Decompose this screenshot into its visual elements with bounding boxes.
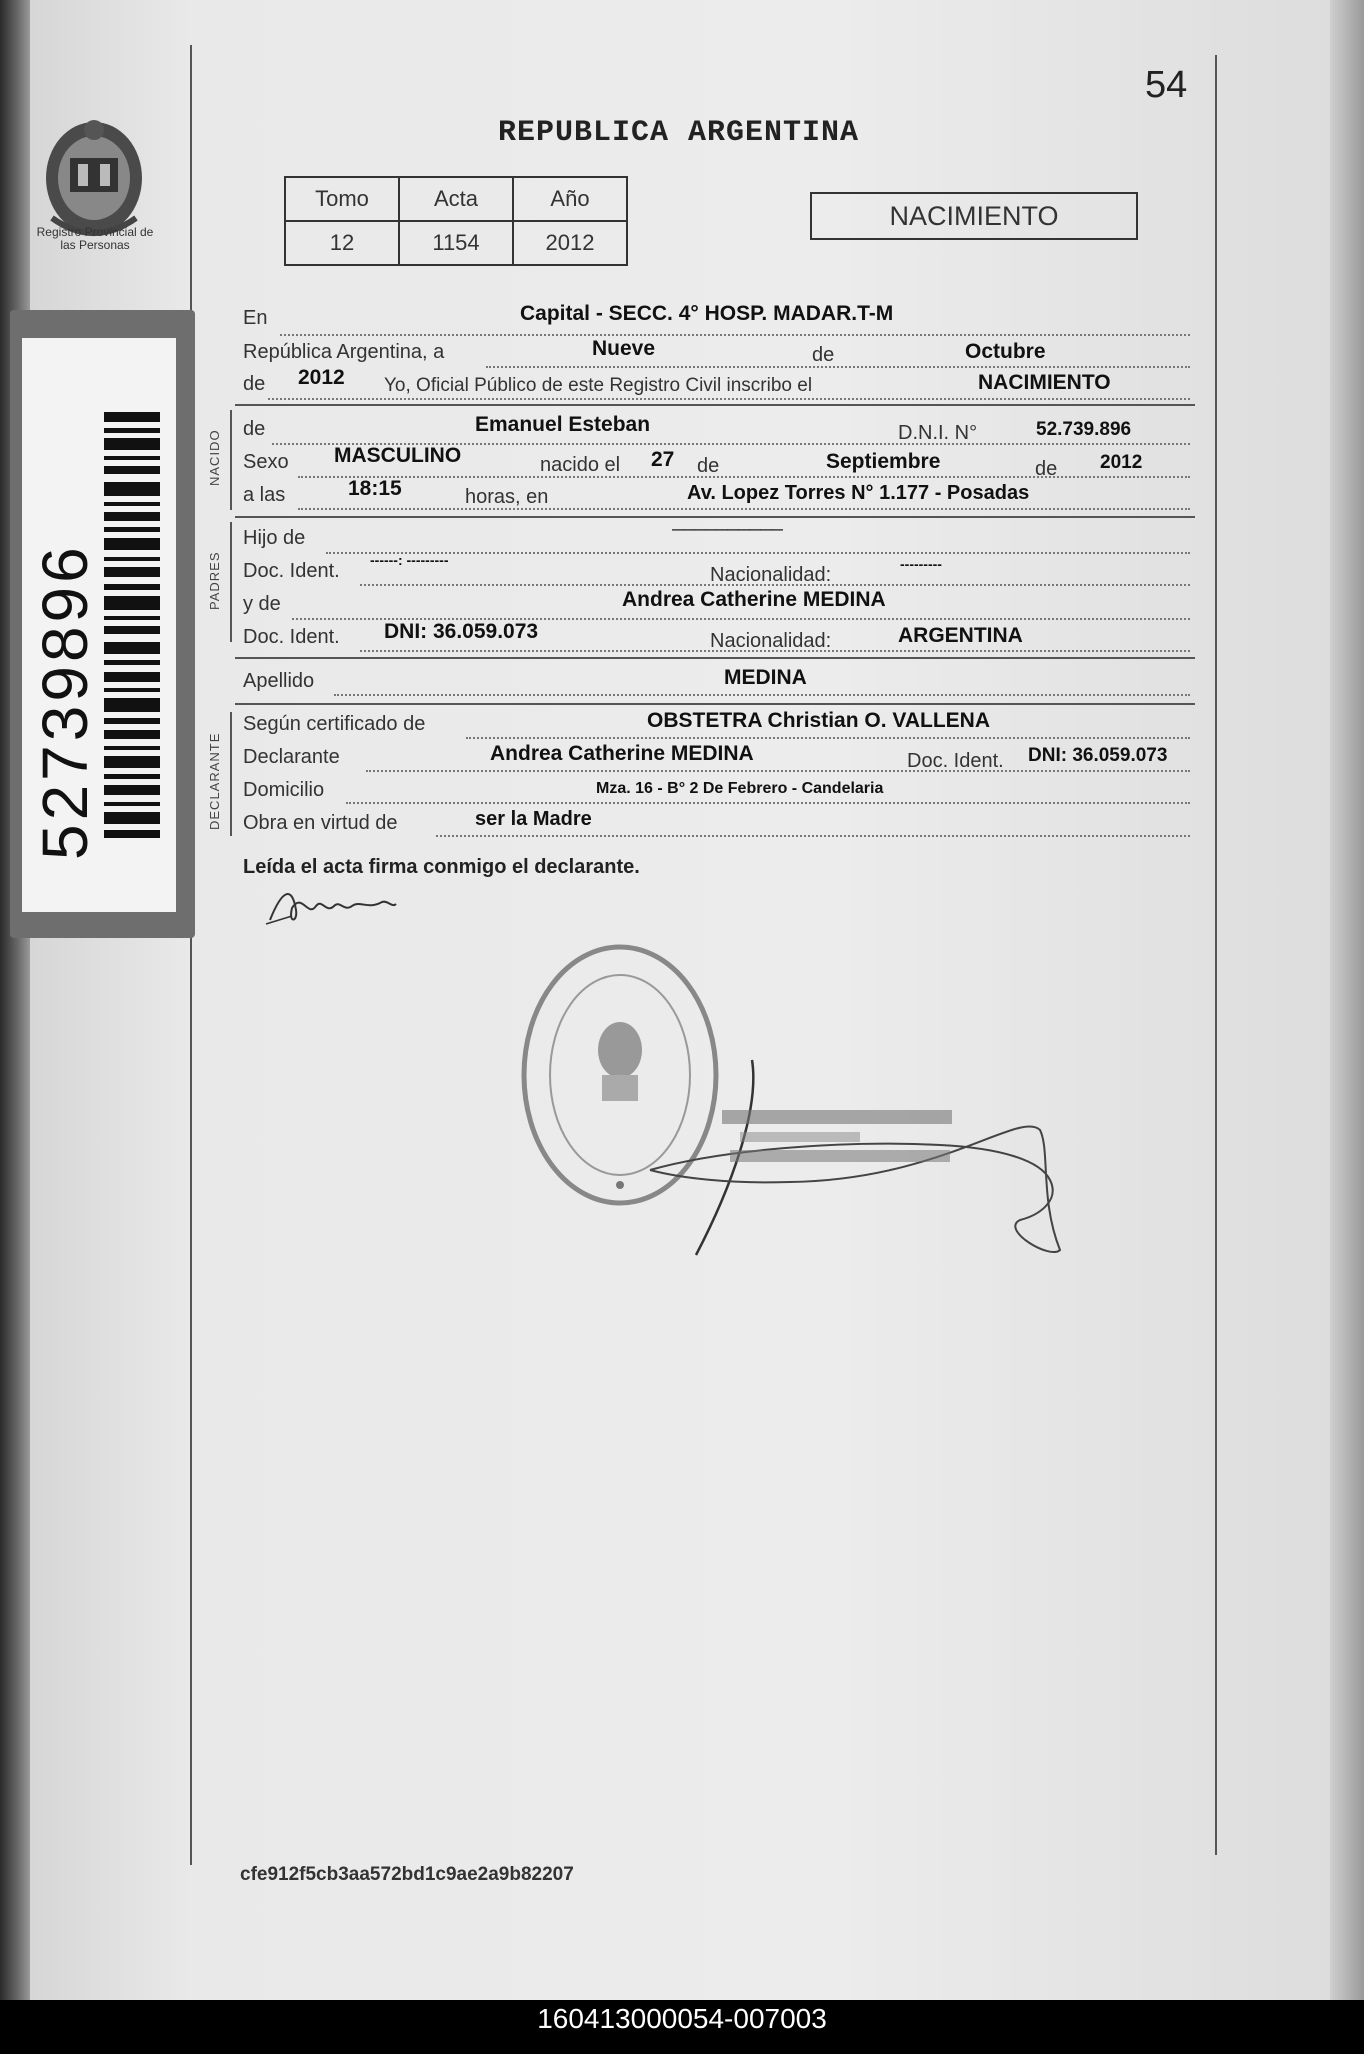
section-padres-label: PADRES: [207, 551, 222, 610]
section-divider: [235, 657, 1195, 659]
month-value: Octubre: [965, 340, 1046, 363]
birth-month: Septiembre: [826, 450, 941, 473]
book-spine: [0, 0, 30, 2054]
footer-code: 160413000054-007003: [537, 2003, 827, 2034]
header-anio: Año: [513, 177, 627, 221]
section-declarante-label: DECLARANTE: [207, 732, 222, 830]
mother-doc: DNI: 36.059.073: [384, 620, 539, 643]
dotted-line: [436, 835, 1190, 837]
birth-day: 27: [651, 448, 675, 471]
en-label: En: [243, 307, 268, 329]
child-dni: 52.739.896: [1036, 419, 1132, 440]
inscribo-label: Yo, Oficial Público de este Registro Civil inscribo el: [384, 375, 813, 396]
header-acta: Acta: [399, 177, 513, 221]
value-anio: 2012: [513, 221, 627, 265]
dotted-line: [334, 694, 1190, 696]
dotted-line: [466, 737, 1190, 739]
doc-ident-label: Doc. Ident.: [243, 560, 340, 582]
obra-label: Obra en virtud de: [243, 812, 398, 834]
dotted-line: [366, 770, 1190, 772]
birth-time: 18:15: [348, 477, 402, 500]
document-hash: cfe912f5cb3aa572bd1c9ae2a9b82207: [240, 1864, 574, 1885]
official-signature-icon: [640, 1050, 1070, 1260]
section-bar: [230, 712, 232, 836]
page-right-edge: [1330, 0, 1364, 2000]
mother-nationality: ARGENTINA: [898, 624, 1023, 647]
de-label: de: [1035, 458, 1058, 480]
domicilio-label: Domicilio: [243, 779, 325, 801]
section-bar: [230, 410, 232, 510]
y-de-label: y de: [243, 593, 281, 615]
inscribo-value: NACIMIENTO: [978, 371, 1111, 394]
declarant-signature-icon: [262, 880, 402, 930]
reference-table-values: [285, 221, 627, 265]
header-tomo: Tomo: [285, 177, 399, 221]
document-title: REPUBLICA ARGENTINA: [498, 116, 860, 150]
section-divider: [235, 404, 1195, 406]
place-value: Capital - SECC. 4° HOSP. MADAR.T-M: [520, 302, 894, 325]
de-label: de: [812, 344, 835, 366]
value-tomo: 12: [285, 221, 399, 265]
declarant-name: Andrea Catherine MEDINA: [490, 742, 754, 765]
de-label: de: [243, 418, 266, 440]
father-name: ——————————: [672, 522, 782, 536]
dotted-line: [298, 508, 1190, 510]
barcode-number: 52739896: [29, 543, 101, 860]
declarante-label: Declarante: [243, 746, 340, 768]
barcode-icon: [104, 412, 160, 838]
mother-name: Andrea Catherine MEDINA: [622, 588, 886, 611]
father-nationality: ---------: [900, 556, 942, 572]
republica-label: República Argentina, a: [243, 341, 445, 363]
surname-value: MEDINA: [724, 666, 807, 689]
certifier-value: OBSTETRA Christian O. VALLENA: [647, 709, 991, 732]
nacionalidad-label: Nacionalidad:: [710, 630, 832, 652]
day-words: Nueve: [592, 337, 656, 360]
declarant-doc: DNI: 36.059.073: [1028, 745, 1168, 766]
section-divider: [235, 703, 1195, 705]
birth-year: 2012: [1100, 452, 1143, 473]
dotted-line: [346, 802, 1190, 804]
dotted-line: [326, 552, 1190, 554]
father-doc: ------: ---------: [370, 552, 449, 568]
doc-ident-label: Doc. Ident.: [243, 626, 340, 648]
closing-statement: Leída el acta firma conmigo el declarante.: [243, 856, 640, 878]
section-bar: [230, 522, 232, 642]
dotted-line: [268, 398, 1190, 400]
record-type-box: NACIMIENTO: [810, 192, 1138, 240]
birth-place: Av. Lopez Torres N° 1.177 - Posadas: [687, 482, 1030, 504]
page-border-right: [1215, 55, 1217, 1855]
hijo-de-label: Hijo de: [243, 527, 306, 549]
address-value: Mza. 16 - B° 2 De Febrero - Candelaria: [596, 780, 884, 797]
child-name: Emanuel Esteban: [475, 413, 651, 436]
sex-value: MASCULINO: [334, 444, 462, 467]
sexo-label: Sexo: [243, 451, 289, 473]
reference-table-header: [285, 177, 627, 221]
value-acta: 1154: [399, 221, 513, 265]
horas-en-label: horas, en: [465, 486, 549, 508]
dotted-line: [486, 366, 1190, 368]
a-las-label: a las: [243, 484, 286, 506]
dni-label: D.N.I. N°: [898, 422, 978, 444]
page-number: 54: [1145, 64, 1188, 106]
nacido-el-label: nacido el: [540, 454, 621, 476]
reference-table: [284, 176, 628, 266]
year-value: 2012: [298, 366, 345, 389]
obra-value: ser la Madre: [475, 808, 592, 830]
doc-ident-label: Doc. Ident.: [907, 750, 1004, 772]
section-divider: [235, 516, 1195, 518]
logo-caption: Registro Provincial de las Personas: [36, 225, 154, 252]
de-label: de: [243, 373, 266, 395]
segun-certificado-label: Según certificado de: [243, 713, 426, 735]
apellido-label: Apellido: [243, 670, 315, 692]
nacionalidad-label: Nacionalidad:: [710, 564, 832, 586]
de-label: de: [697, 455, 720, 477]
dotted-line: [280, 334, 1190, 336]
section-nacido-label: NACIDO: [207, 429, 222, 486]
